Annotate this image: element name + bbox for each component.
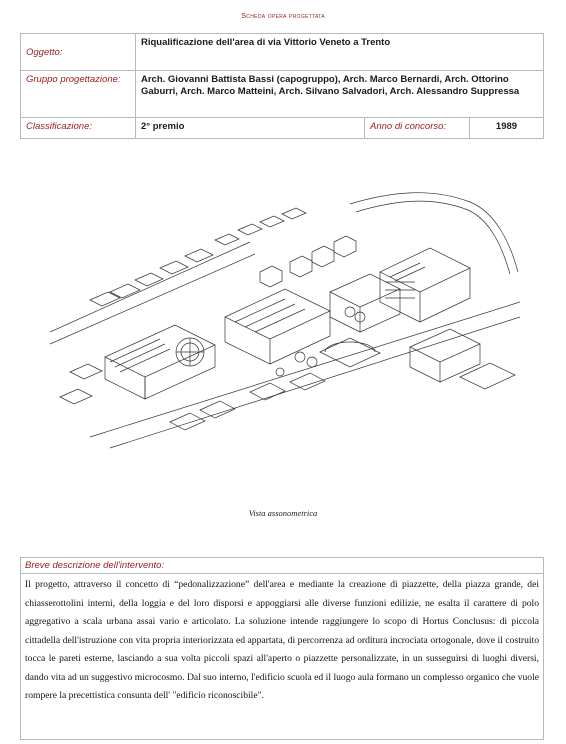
classificazione-label: Classificazione: (21, 118, 136, 139)
oggetto-value: Riqualificazione dell'area di via Vittorio Veneto a Trento (136, 34, 544, 71)
anno-label: Anno di concorso: (365, 118, 470, 139)
gruppo-label: Gruppo progettazione: (21, 71, 136, 118)
project-info-table (20, 33, 544, 139)
table-row (21, 118, 544, 139)
table-row (21, 71, 544, 118)
description-box (20, 557, 544, 740)
figure-caption: Vista assonometrica (248, 508, 318, 518)
document-title: Scheda opera progettata (241, 11, 325, 20)
description-heading: Breve descrizione dell'intervento: (21, 558, 543, 574)
gruppo-value: Arch. Giovanni Battista Bassi (capogruppo), Arch. Marco Bernardi, Arch. Ottorino Gaburri, Arch. Marco Matteini, Arch. Silvano Salvadori, Arch. Alessandro Suppressa (136, 71, 544, 118)
table-row (21, 34, 544, 71)
classificazione-value: 2° premio (136, 118, 365, 139)
anno-value: 1989 (470, 118, 544, 139)
description-text: Il progetto, attraverso il concetto di “pedonalizzazione” dell'area e mediante la creazione di piazzette, della piazza grande, dei chiasserottolini interni, della loggia e del loro disporsi e appoggiarsi alle diverse funzioni edilizie, ne esalta il carattere di polo aggregativo a scala urbana assai vario e articolato. La soluzione intende raggiungere lo scopo di Hortus Conclusus: di piccola cittadella dell'istruzione con vita propria interiorizzata ed appartata, di percorrenza ad orditura incrociata ortogonale, dove il costruito tocca le pareti esterne, lasciando a sua volta piccoli spazi all'aperto o piazzette personalizzate, in un susseguirsi di luoghi diversi, dando vita ad un suggestivo microcosmo. Dal suo interno, l'edificio scuola ed il luogo aula formano un complesso organico che vuole rompere la precettistica consunta dell' "edificio riconoscibile". (25, 579, 539, 701)
axonometric-drawing (50, 182, 520, 477)
oggetto-label: Oggetto: (21, 34, 136, 71)
axonometric-drawing-icon (50, 182, 520, 477)
